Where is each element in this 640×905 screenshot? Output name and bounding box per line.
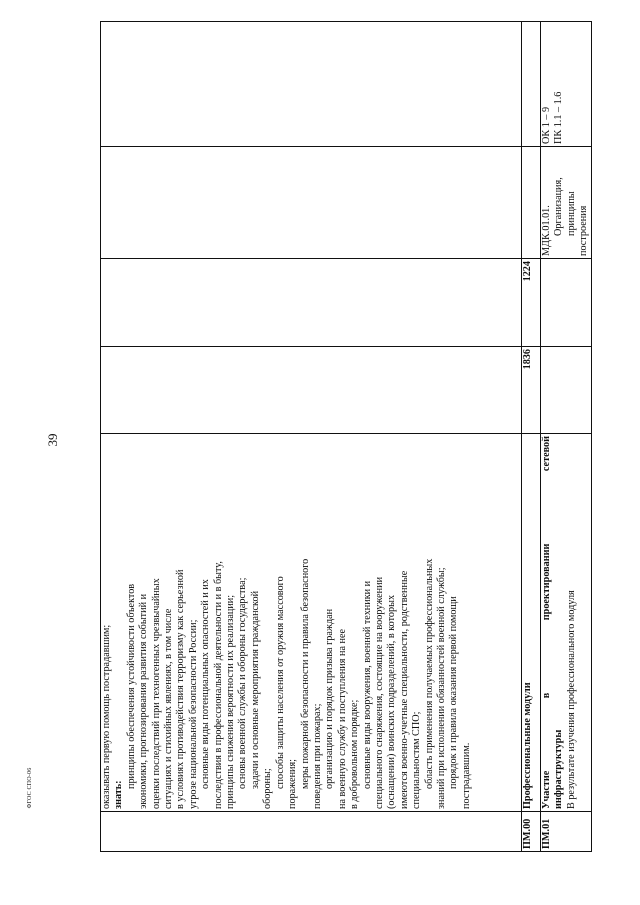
rotated-table-page <box>100 22 590 852</box>
content-line: принципы обеспечения устойчивости объектов <box>125 583 137 789</box>
pm01-code: ПМ.01 <box>541 812 592 852</box>
pm01-title-cell <box>541 434 592 812</box>
content-line: в условиях противодействия терроризму как серьезной <box>175 569 187 809</box>
content-line: меры пожарной безопасности и правила безопасного <box>299 558 311 789</box>
content-line: оказывать первую помощь пострадавшим; <box>101 624 112 809</box>
footer-label: ФГОС СПО-06 <box>27 767 33 809</box>
page-number: 39 <box>45 433 60 447</box>
pm01-competence-cell <box>541 22 592 147</box>
mdk-line: МДК.01.01. <box>541 205 552 256</box>
pm01-title-line1 <box>541 436 553 809</box>
content-cell <box>101 434 522 812</box>
mdk-line: принципы построения <box>565 191 590 256</box>
content-line: угрозе национальной безопасности России; <box>187 619 199 809</box>
content-line: основные виды потенциальных опасностей и их <box>200 579 212 789</box>
content-line: принципы снижения вероятности их реализации; <box>225 594 237 809</box>
content-line: экономики, прогнозирования развития событий и <box>138 593 150 809</box>
table-row <box>522 22 541 852</box>
content-line: оценки последствий при техногенных чрезвычайных <box>150 578 162 809</box>
content-line: ситуациях и стихийных явлениях, в том числе <box>163 608 175 809</box>
content-line: специального снаряжения, состоящие на вооружении <box>373 576 385 809</box>
content-line: имеются военно-учетные специальности, родственные <box>398 570 410 809</box>
pm00-code: ПМ.00 <box>522 812 541 852</box>
pm00-hours-aud: 1224 <box>522 259 541 347</box>
pm01-word: сетевой <box>541 436 552 472</box>
table-row <box>101 22 522 852</box>
competence-line: ПК 1.1 – 1.6 <box>553 91 565 144</box>
pm01-description: В результате изучения профессионального модуля <box>565 590 577 809</box>
hours-max-cell <box>101 347 522 434</box>
content-line: обороны; <box>262 768 274 809</box>
empty-cell <box>541 347 592 434</box>
pm01-title-line2: инфраструктуры <box>553 729 565 809</box>
table-row <box>541 22 592 852</box>
content-line: специальностям СПО; <box>411 711 423 809</box>
content-line: поведения при пожарах; <box>311 703 323 809</box>
content-line: порядок и правила оказания первой помощи <box>448 596 460 789</box>
content-line: в добровольном порядке; <box>349 699 361 809</box>
content-line: знать: <box>113 780 125 809</box>
pm01-word: Участие <box>541 770 552 809</box>
content-line: поражения; <box>287 758 299 809</box>
content-line: на военную службу и поступления на нее <box>336 628 348 809</box>
pm01-word: в <box>541 692 552 699</box>
content-line: основы военной службы и обороны государства; <box>237 577 249 789</box>
content-line: задачи и основные мероприятия гражданской <box>249 590 261 789</box>
content-line: основные виды вооружения, военной техники и <box>361 580 373 789</box>
content-line: последствия в профессиональной деятельности и в быту, <box>212 561 224 809</box>
curriculum-table <box>100 21 592 852</box>
mdk-cell <box>101 147 522 259</box>
empty-cell <box>541 259 592 347</box>
content-line: знаний при исполнении обязанностей военной службы; <box>435 567 447 809</box>
empty-cell <box>522 147 541 259</box>
pm00-hours-max: 1836 <box>522 347 541 434</box>
empty-cell <box>522 22 541 147</box>
content-line: (оснащении) воинских подразделений, в которых <box>386 594 398 809</box>
content-line: способы защиты населения от оружия массового <box>274 576 286 789</box>
hours-aud-cell <box>101 259 522 347</box>
competence-cell <box>101 22 522 147</box>
pm01-mdk-cell <box>541 147 592 259</box>
mdk-line: Организация, <box>553 177 565 236</box>
code-cell <box>101 812 522 852</box>
competence-line: ОК 1 – 9 <box>541 106 552 144</box>
content-line: пострадавшим. <box>460 742 472 809</box>
pm01-word: проектировании <box>541 543 552 621</box>
content-line: область применения получаемых профессиональных <box>423 558 435 789</box>
content-line: организацию и порядок призыва граждан <box>324 608 336 789</box>
pm00-title: Профессиональные модули <box>522 434 541 812</box>
